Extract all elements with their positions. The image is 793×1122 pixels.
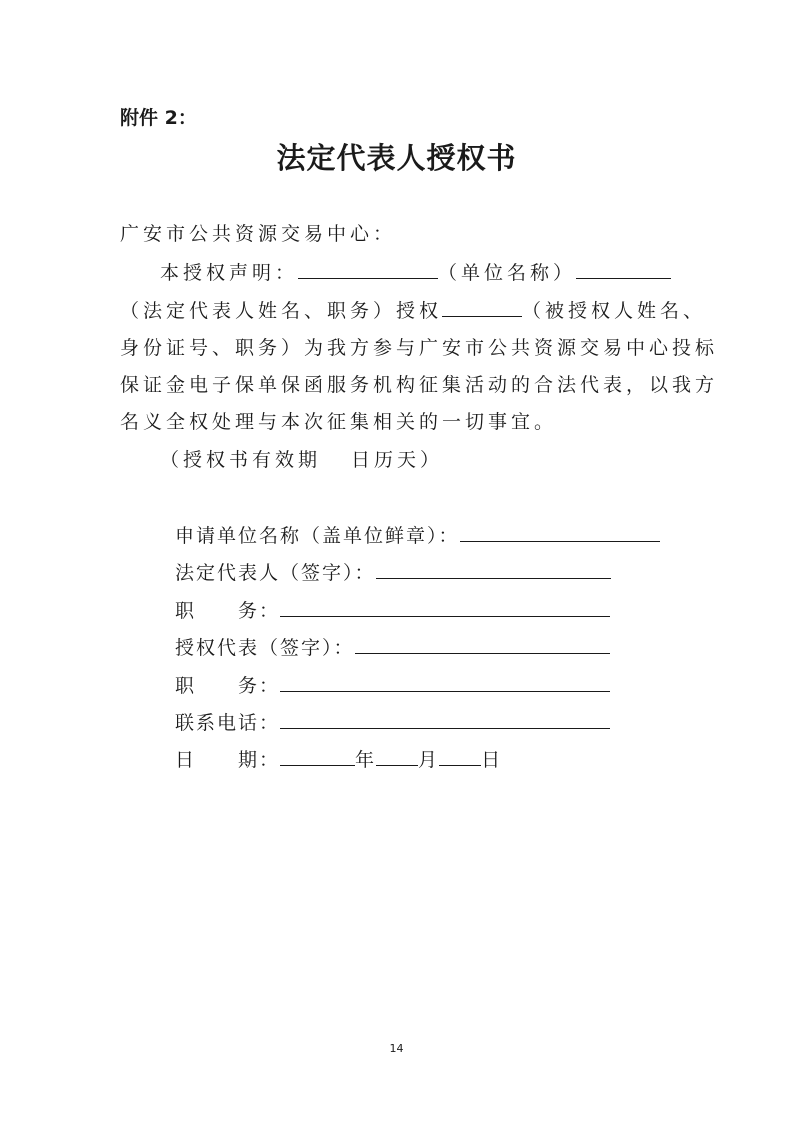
position-1-field[interactable]: [280, 599, 610, 617]
legal-rep-sign-field[interactable]: [376, 561, 611, 579]
position-1-label-b: 务：: [238, 600, 281, 622]
validity-line: [160, 445, 443, 472]
unit-blank[interactable]: [298, 261, 438, 279]
position-2-label-a: 职: [175, 675, 197, 697]
recipient-line: 广安市公共资源交易中心：: [120, 223, 397, 245]
month-field[interactable]: [376, 748, 418, 766]
year-field[interactable]: [280, 748, 355, 766]
date-label-a: 日: [175, 749, 197, 771]
authorized-person-blank[interactable]: [442, 299, 522, 317]
statement-line-1: [160, 258, 671, 285]
statement-prefix: 本授权声明：: [160, 262, 299, 284]
statement-line-5: 名义全权处理与本次征集相关的一切事宜。: [120, 411, 558, 433]
form-row-date: [175, 745, 502, 772]
phone-field[interactable]: [280, 711, 610, 729]
legal-rep-blank[interactable]: [576, 261, 671, 279]
year-label: 年: [355, 749, 377, 771]
legal-rep-sign-label: 法定代表人（签字）：: [175, 562, 376, 584]
position-2-field[interactable]: [280, 674, 610, 692]
position-2-label-b: 务：: [238, 675, 281, 697]
day-label: 日: [481, 749, 503, 771]
applicant-label: 申请单位名称（盖单位鲜章）：: [175, 525, 460, 547]
month-label: 月: [418, 749, 440, 771]
legal-rep-label: （法定代表人姓名、职务）授权: [120, 300, 443, 322]
statement-line-2: [120, 296, 706, 323]
annex-label: 附件 2：: [120, 107, 197, 129]
form-row-phone: [175, 708, 610, 735]
date-label-b: 期：: [238, 749, 281, 771]
form-row-applicant: [175, 521, 660, 548]
statement-line-4: 保证金电子保单保函服务机构征集活动的合法代表，以我方: [120, 374, 719, 396]
position-1-label-a: 职: [175, 600, 197, 622]
unit-name-label: （单位名称）: [438, 262, 577, 284]
applicant-field[interactable]: [460, 524, 660, 542]
form-row-legal-rep: [175, 558, 611, 585]
validity-label: （授权书有效期: [160, 449, 322, 471]
auth-rep-label: 授权代表（签字）：: [175, 637, 355, 659]
auth-rep-field[interactable]: [355, 636, 610, 654]
form-row-position-1: [175, 596, 610, 623]
statement-line-3: 身份证号、职务）为我方参与广安市公共资源交易中心投标: [120, 337, 719, 359]
validity-unit: 日历天）: [351, 449, 444, 471]
phone-label: 联系电话：: [175, 712, 281, 734]
page-number: 14: [389, 1042, 404, 1055]
form-row-auth-rep: [175, 633, 610, 660]
form-row-position-2: [175, 671, 610, 698]
authorized-person-label: （被授权人姓名、: [522, 300, 707, 322]
day-field[interactable]: [439, 748, 481, 766]
page-title: 法定代表人授权书: [276, 141, 517, 175]
